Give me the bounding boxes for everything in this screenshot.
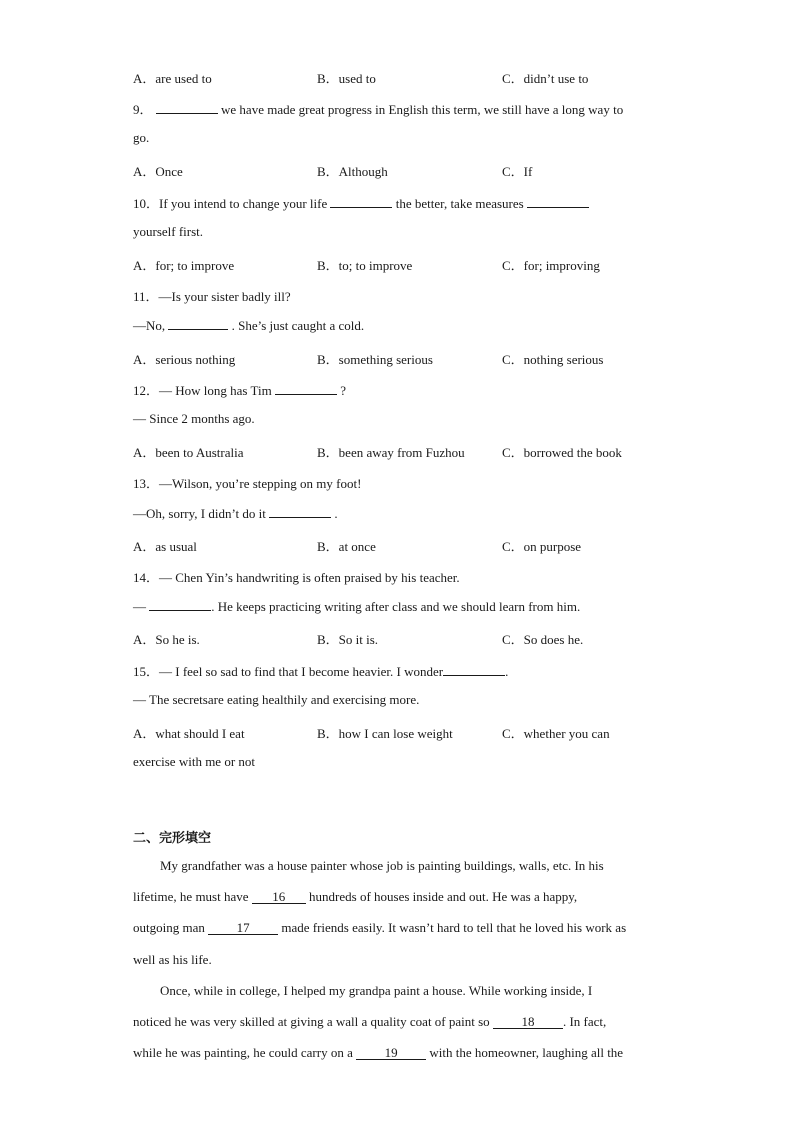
passage-text: with the homeowner, laughing all the [429, 1045, 624, 1060]
q12-blank [275, 382, 337, 395]
q11-option-b: B．something serious [317, 352, 433, 367]
passage-text: . In fact, [562, 1014, 607, 1029]
q12-option-b: B．been away from Fuzhou [317, 445, 465, 460]
q13-stem: 13．—Wilson, you’re stepping on my foot! [133, 476, 362, 491]
q11-blank [168, 317, 228, 330]
q9-stem [133, 99, 623, 118]
q15-blank [443, 663, 505, 676]
passage-p2-line1: Once, while in college, I helped my grandpa paint a house. While working inside, I [160, 983, 593, 998]
q15-stem [133, 661, 508, 680]
q11-stem: 11．—Is your sister badly ill? [133, 289, 291, 304]
q14-stem: 14．— Chen Yin’s handwriting is often praised by his teacher. [133, 570, 460, 585]
passage-p1-line4: well as his life. [133, 952, 212, 967]
q11-answer-line [133, 317, 364, 334]
q15-option-b: B．how I can lose weight [317, 726, 453, 741]
q15-option-c: C．whether you can [502, 726, 610, 741]
q12-option-c: C．borrowed the book [502, 445, 622, 460]
q10-stem [133, 193, 589, 212]
passage-text: My grandfather was a house painter whose job is painting buildings, walls, etc. In his [160, 858, 604, 873]
q10-option-b: B．to; to improve [317, 258, 413, 273]
q15-text-pre: 15．— I feel so sad to find that I become heavier. I wonder [133, 664, 444, 679]
passage-p2-line3 [133, 1045, 661, 1061]
blank-17: 17 [208, 921, 278, 935]
q13-text-post: . [334, 506, 338, 521]
q12-stem [133, 380, 346, 399]
q13-option-c: C．on purpose [502, 539, 582, 554]
passage-text: lifetime, he must have [133, 889, 249, 904]
q14-text-post: . He keeps practicing writing after class and we should learn from him. [211, 599, 581, 614]
q12-reply: — Since 2 months ago. [133, 411, 255, 426]
q9-option-c: C．If [502, 164, 533, 179]
q9-option-a: A．Once [133, 164, 183, 179]
q10-blank-1 [330, 195, 392, 208]
q8-option-b: B．used to [317, 71, 376, 86]
q9-stem-cont: go. [133, 130, 150, 145]
q10-blank-2 [527, 195, 589, 208]
q9-number: 9． [133, 102, 153, 117]
q12-text-post: ? [340, 383, 346, 398]
blank-18: 18 [493, 1015, 563, 1029]
q10-option-c: C．for; improving [502, 258, 600, 273]
section-title: 二、完形填空 [133, 831, 212, 846]
q8-option-c: C．didn’t use to [502, 71, 589, 86]
q13-option-a: A．as usual [133, 539, 197, 554]
q12-text-pre: 12．— How long has Tim [133, 383, 272, 398]
q11-option-a: A．serious nothing [133, 352, 236, 367]
q15-option-c-cont: exercise with me or not [133, 754, 256, 769]
blank-16: 16 [252, 890, 306, 904]
q11-option-c: C．nothing serious [502, 352, 604, 367]
q14-answer-line [133, 598, 580, 615]
q11-text-pre: —No, [133, 318, 166, 333]
q13-text-pre: —Oh, sorry, I didn’t do it [133, 506, 266, 521]
q9-text: we have made great progress in English this term, we still have a long way to [221, 102, 624, 117]
passage-p1-line1 [160, 858, 661, 874]
q15-reply: — The secretsare eating healthily and exercising more. [133, 692, 420, 707]
q13-option-b: B．at once [317, 539, 376, 554]
q15-option-a: A．what should I eat [133, 726, 245, 741]
q14-blank [149, 598, 211, 611]
q9-option-b: B．Although [317, 164, 388, 179]
passage-text: hundreds of houses inside and out. He was a happy, [309, 889, 578, 904]
passage-text: while he was painting, he could carry on a [133, 1045, 353, 1060]
passage-p1-line3 [133, 920, 661, 936]
passage-text: noticed he was very skilled at giving a wall a quality coat of paint so [133, 1014, 490, 1029]
q13-blank [269, 505, 331, 518]
blank-19: 19 [356, 1046, 426, 1060]
q11-text-post: . She’s just caught a cold. [231, 318, 365, 333]
q14-option-a: A．So he is. [133, 632, 200, 647]
q14-option-b: B．So it is. [317, 632, 379, 647]
q14-text-pre: — [133, 599, 146, 614]
passage-text: outgoing man [133, 920, 205, 935]
q10-option-a: A．for; to improve [133, 258, 235, 273]
q14-option-c: C．So does he. [502, 632, 584, 647]
passage-p1-line2 [133, 889, 661, 905]
q10-text-start: 10．If you intend to change your life [133, 196, 328, 211]
q9-blank [156, 101, 218, 114]
q15-text-post: . [505, 664, 509, 679]
q12-option-a: A．been to Australia [133, 445, 244, 460]
q10-stem-cont: yourself first. [133, 224, 204, 239]
passage-p2-line2 [133, 1014, 661, 1030]
passage-text: made friends easily. It wasn’t hard to tell that he loved his work as [281, 920, 627, 935]
q10-text-mid: the better, take measures [395, 196, 524, 211]
q13-answer-line [133, 505, 338, 522]
q8-option-a: A．are used to [133, 71, 212, 86]
